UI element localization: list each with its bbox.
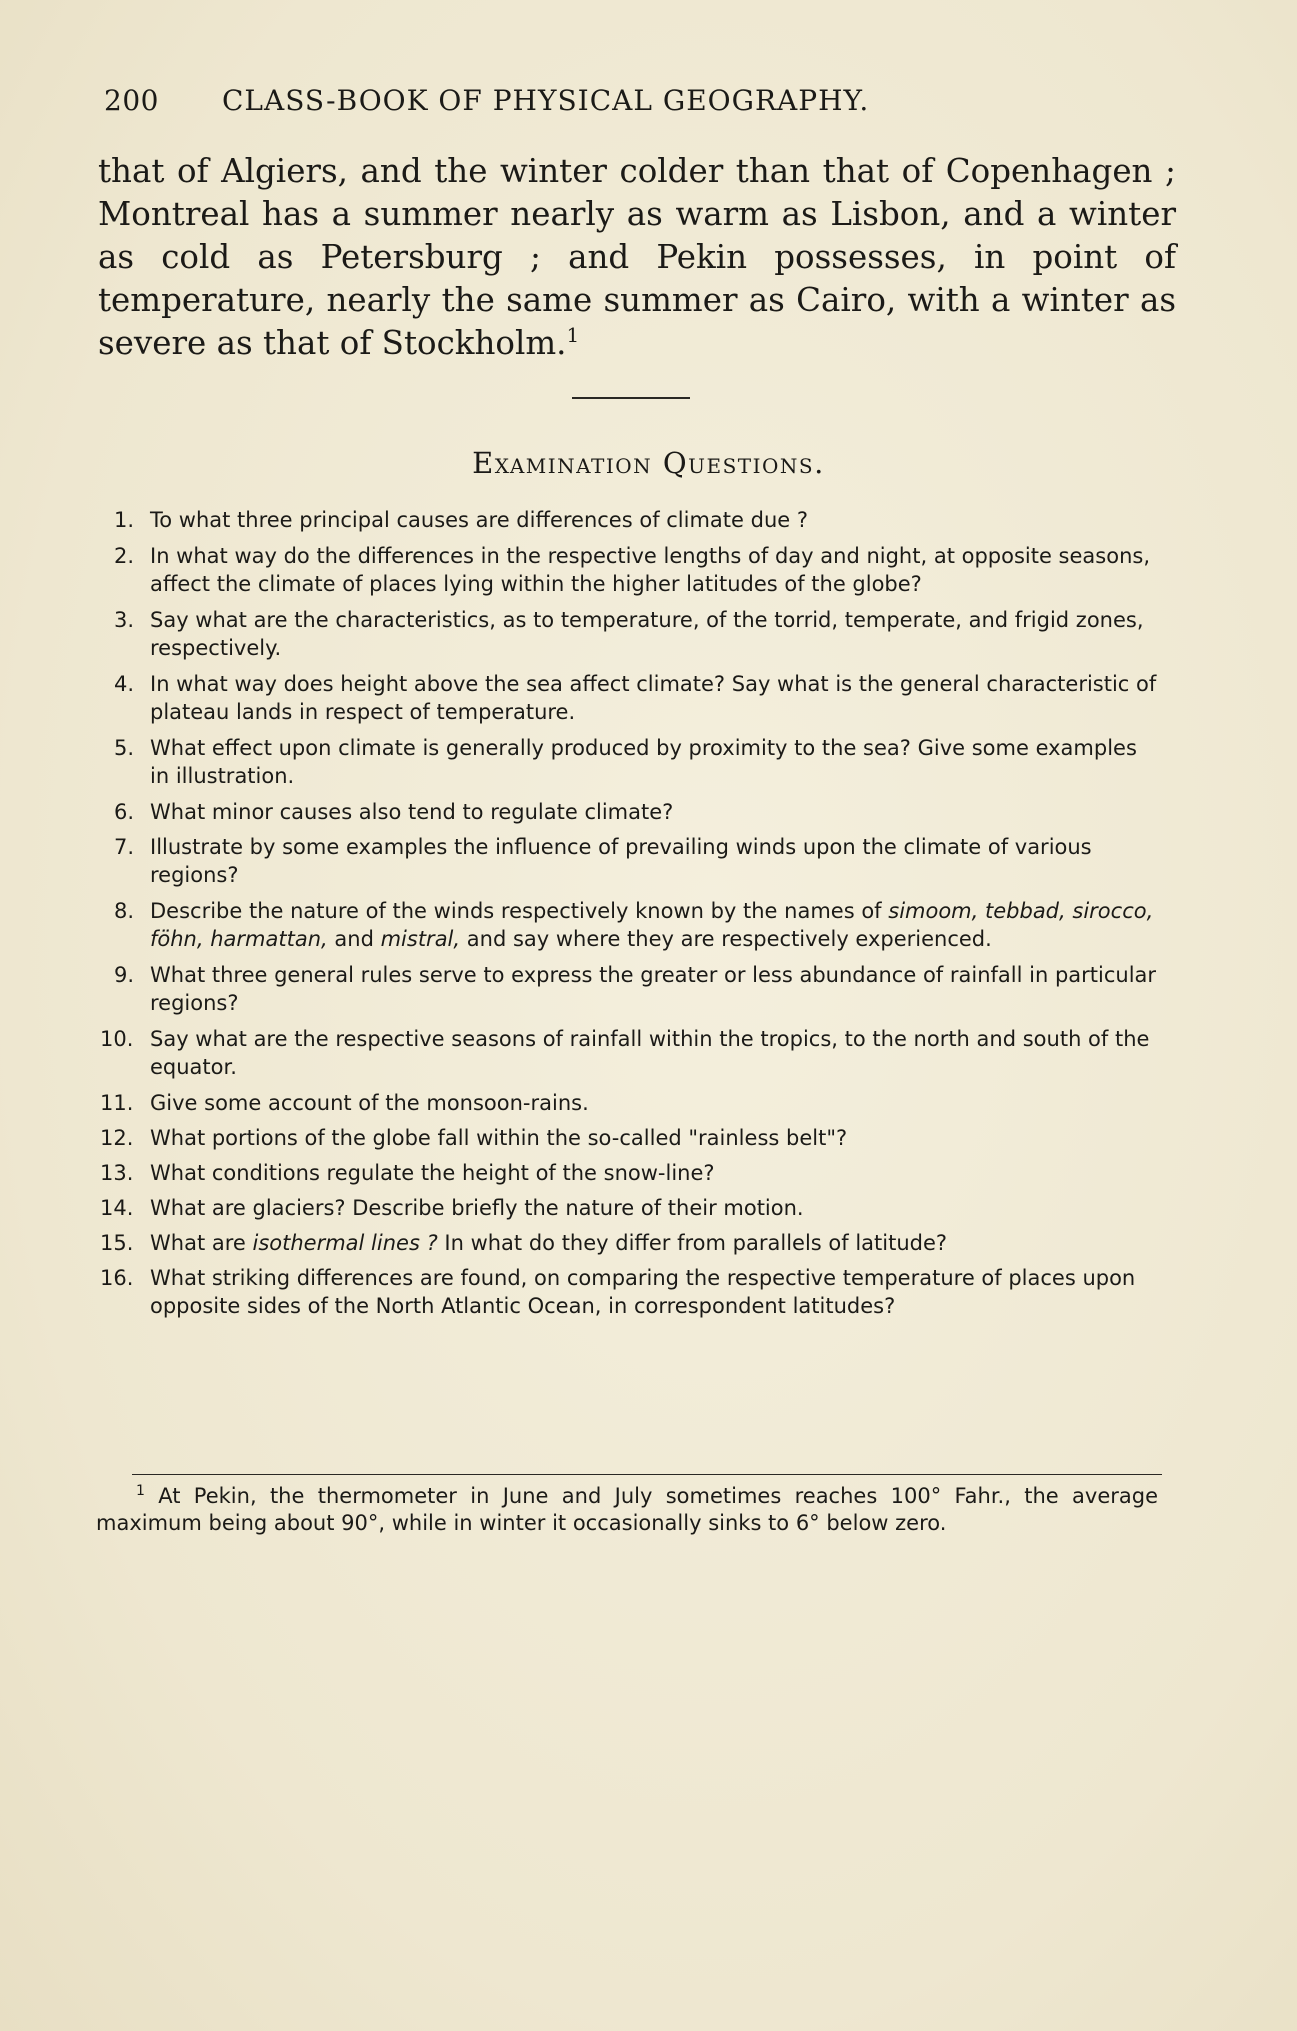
wind-name: harmattan, <box>210 927 328 951</box>
footnote-text: At Pekin, the thermometer in June and July sometimes reaches 100° Fahr., the average maximum being about 90°, while in winter it occasionally sinks to 6° below zero. <box>96 1484 1158 1535</box>
question-item <box>100 833 1162 889</box>
footnote <box>96 1483 1158 1537</box>
question-text-tail: In what do they differ from parallels of latitude? <box>437 1231 948 1255</box>
question-number: 16. <box>100 1266 134 1290</box>
running-title: CLASS-BOOK OF PHYSICAL GEOGRAPHY. <box>222 84 870 117</box>
question-number: 10. <box>100 1027 134 1051</box>
question-text: Say what are the characteristics, as to temperature, of the torrid, temperate, and frigid zones, respectively. <box>150 608 1144 660</box>
wind-name: tebbad, <box>985 899 1066 923</box>
question-text: What conditions regulate the height of the snow-line? <box>150 1161 715 1185</box>
question-item <box>100 1194 1162 1222</box>
body-paragraph-text: that of Algiers, and the winter colder than that of Copenhagen ; Montreal has a summer nearly as warm as Lisbon, and a winter as cold as Petersburg ; and Pekin possesses, in point of temperature, nearly the same summer as Cairo, with a winter as severe as that of Stockholm. <box>98 152 1176 362</box>
question-text: What striking differences are found, on comparing the respective temperature of places upon opposite sides of the North Atlantic Ocean, in correspondent latitudes? <box>150 1266 1136 1318</box>
wind-name: föhn, <box>150 927 204 951</box>
question-list <box>100 506 1162 1328</box>
question-text: In what way do the differences in the respective lengths of day and night, at opposite seasons, affect the climate of places lying within the higher latitudes of the globe? <box>150 544 1151 596</box>
question-text: What effect upon climate is generally produced by proximity to the sea? Give some examples in illustration. <box>150 736 1137 788</box>
question-number: 2. <box>114 544 135 568</box>
question-number: 1. <box>114 508 135 532</box>
question-item <box>100 606 1162 662</box>
question-item <box>100 734 1162 790</box>
section-heading: Examination Questions. <box>472 446 825 480</box>
question-number: 14. <box>100 1196 134 1220</box>
page-number: 200 <box>104 84 159 117</box>
question-item <box>100 542 1162 598</box>
question-text: In what way does height above the sea affect climate? Say what is the general characteristic of plateau lands in respect of temperature. <box>150 672 1157 724</box>
question-number: 15. <box>100 1231 134 1255</box>
question-text: To what three principal causes are differences of climate due ? <box>150 508 809 532</box>
question-text: What portions of the globe fall within the so-called "rainless belt"? <box>150 1126 848 1150</box>
question-text: Give some account of the monsoon-rains. <box>150 1091 589 1115</box>
question-number: 8. <box>114 899 135 923</box>
question-number: 6. <box>114 800 135 824</box>
question-item <box>100 897 1162 953</box>
question-item <box>100 1159 1162 1187</box>
question-number: 4. <box>114 672 135 696</box>
wind-name: mistral, <box>380 927 461 951</box>
question-text <box>150 897 1162 953</box>
question-item <box>100 1264 1162 1320</box>
running-header <box>104 84 1184 117</box>
question-item <box>100 1229 1162 1257</box>
question-text: What three general rules serve to express the greater or less abundance of rainfall in particular regions? <box>150 963 1157 1015</box>
isothermal-term: isothermal lines ? <box>252 1231 438 1255</box>
question-text: What are glaciers? Describe briefly the nature of their motion. <box>150 1196 804 1220</box>
question-item <box>100 670 1162 726</box>
question-item <box>100 961 1162 1017</box>
question-item <box>100 1025 1162 1081</box>
question-item <box>100 506 1162 534</box>
question-text: What minor causes also tend to regulate climate? <box>150 800 674 824</box>
question-number: 11. <box>100 1091 134 1115</box>
question-item <box>100 1124 1162 1152</box>
question-text <box>150 1229 1162 1257</box>
question-number: 5. <box>114 736 135 760</box>
footnote-rule <box>132 1474 1162 1475</box>
section-divider <box>572 397 690 399</box>
question-text-lead: What are <box>150 1231 253 1255</box>
question-item <box>100 798 1162 826</box>
wind-name: simoom, <box>888 899 979 923</box>
question-number: 13. <box>100 1161 134 1185</box>
footnote-marker: 1 <box>136 1483 145 1499</box>
wind-name: sirocco, <box>1072 899 1154 923</box>
question-number: 3. <box>114 608 135 632</box>
question-number: 12. <box>100 1126 134 1150</box>
question-number: 9. <box>114 963 135 987</box>
question-text-lead: Describe the nature of the winds respectively known by the names of <box>150 899 889 923</box>
question-item <box>100 1089 1162 1117</box>
question-text: Illustrate by some examples the influence of prevailing winds upon the climate of various regions? <box>150 835 1092 887</box>
question-number: 7. <box>114 835 135 859</box>
question-text-and: and <box>334 927 374 951</box>
footnote-reference: 1 <box>566 323 580 347</box>
body-paragraph <box>98 150 1176 365</box>
question-text: Say what are the respective seasons of rainfall within the tropics, to the north and south of the equator. <box>150 1027 1150 1079</box>
question-text-tail: and say where they are respectively experienced. <box>466 927 992 951</box>
